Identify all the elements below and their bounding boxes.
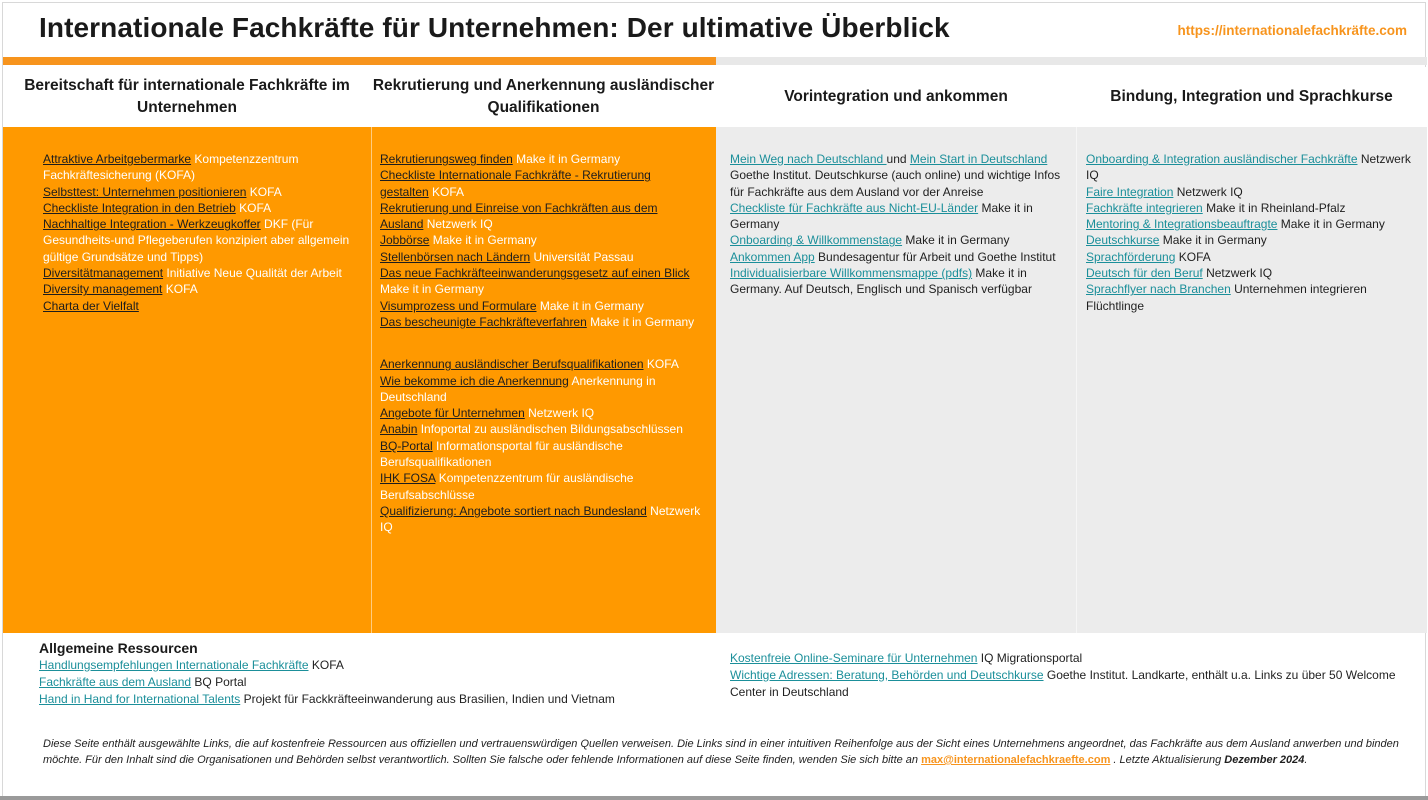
- list-item: [730, 265, 1064, 298]
- list-item: [43, 265, 353, 281]
- resource-link[interactable]: Diversity management: [43, 282, 163, 297]
- column-separator: [371, 67, 372, 633]
- resource-source: IQ Migrationsportal: [977, 651, 1083, 665]
- resource-source: KOFA: [162, 282, 198, 297]
- list-item: [380, 405, 702, 421]
- gray-divider-bar: [716, 57, 1427, 65]
- resource-link[interactable]: Sprachförderung: [1086, 249, 1176, 264]
- resource-source: Make it in Germany: [429, 233, 537, 248]
- list-item: [1086, 184, 1417, 200]
- list-item: [39, 657, 719, 674]
- resource-source: Anerkennung in Deutschland: [380, 373, 656, 404]
- resource-source: KOFA: [308, 658, 344, 672]
- list-item: [380, 503, 702, 536]
- list-item: [1086, 265, 1417, 281]
- update-label: . Letzte Aktualisierung: [1110, 754, 1225, 766]
- list-item: [39, 674, 719, 691]
- resource-source: Netzwerk IQ: [524, 406, 595, 421]
- column-heading-readiness: Bereitschaft für internationale Fachkräfte im Unternehmen: [3, 67, 371, 127]
- resource-link[interactable]: Rekrutierungsweg finden: [380, 152, 513, 166]
- resource-source: Make it in Germany: [512, 152, 621, 166]
- list-item: [1086, 151, 1417, 184]
- resource-link[interactable]: Individualisierbare Willkommensmappe (pdfs): [730, 266, 973, 281]
- resource-link[interactable]: Qualifizierung: Angebote sortiert nach Bundesland: [380, 503, 647, 518]
- resource-link[interactable]: Onboarding & Integration ausländischer Fachkräfte: [1086, 152, 1358, 166]
- list-item: [39, 691, 719, 708]
- page-frame: [2, 2, 1426, 797]
- update-date: Dezember 2024: [1224, 754, 1305, 766]
- resource-link[interactable]: Faire Integration: [1086, 184, 1174, 199]
- general-resources-left: [39, 639, 719, 708]
- column-heading-retention: Bindung, Integration und Sprachkurse: [1076, 67, 1427, 127]
- column-separator: [1076, 67, 1077, 633]
- resource-source: Make it in Germany: [730, 200, 1033, 232]
- list-item: [380, 421, 702, 437]
- resource-link[interactable]: Anerkennung ausländischer Berufsqualifikationen: [380, 357, 644, 372]
- resource-link[interactable]: Hand in Hand for International Talents: [39, 692, 241, 706]
- resource-link[interactable]: Rekrutierung und Einreise von Fachkräften aus dem Ausland: [380, 200, 658, 232]
- resource-source: Universität Passau: [530, 249, 634, 264]
- list-item: [380, 373, 702, 406]
- list-item: [380, 249, 702, 265]
- resource-source: KOFA: [428, 184, 465, 199]
- general-resources-title: Allgemeine Ressourcen: [39, 640, 198, 656]
- page-header: [3, 3, 1427, 55]
- column-retention: [1076, 127, 1427, 633]
- section-spacer: [380, 330, 702, 356]
- list-item: [1086, 232, 1417, 248]
- resource-source: Netzwerk IQ: [1173, 184, 1243, 199]
- list-item: [380, 298, 702, 314]
- resource-source: Netzwerk IQ: [423, 217, 493, 232]
- resource-link[interactable]: Angebote für Unternehmen: [380, 406, 525, 421]
- resource-link[interactable]: Selbsttest: Unternehmen positionieren: [43, 184, 247, 199]
- resource-source: KOFA: [643, 357, 679, 372]
- resource-link[interactable]: BQ-Portal: [380, 438, 433, 453]
- resource-link[interactable]: Mein Weg nach Deutschland: [730, 152, 887, 166]
- resource-source: Goethe Institut. Deutschkurse (auch online) und wichtige Infos für Fachkräfte aus dem Ausland vor der Anreise: [730, 168, 1061, 199]
- resource-source: Kompetenzzentrum Fachkräftesicherung (KOFA): [43, 152, 299, 183]
- list-item: [730, 249, 1064, 265]
- resource-link[interactable]: Visumprozess und Formulare: [380, 298, 537, 313]
- resource-link[interactable]: Onboarding & Willkommenstage: [730, 233, 903, 248]
- resource-source: Initiative Neue Qualität der Arbeit: [163, 266, 342, 281]
- column-recruitment: [371, 127, 716, 633]
- resource-link[interactable]: Mentoring & Integrationsbeauftragte: [1086, 217, 1278, 232]
- column-heading-recruitment: Rekrutierung und Anerkennung ausländischer Qualifikationen: [371, 67, 716, 127]
- resource-link[interactable]: IHK FOSA: [380, 471, 436, 486]
- list-item: [730, 151, 1064, 200]
- disclaimer-text: Diese Seite enthält ausgewählte Links, die auf kostenfreie Ressourcen aus offiziellen und vertrauenswürdigen Quellen verweisen. Die Links sind in einer intuitiven Reihenfolge aus der Sicht eines Unternehmens angeordnet, das Fachkräfte aus dem Ausland anwerben und binden möchte. Für den Inhalt sind die Organisationen und Behörden selbst verantwortlich. Sollten Sie falsche oder fehlende Informationen auf diese Seite finden, wenden Sie sich bitte an: [43, 738, 1399, 766]
- resource-link[interactable]: Checkliste für Fachkräfte aus Nicht-EU-Länder: [730, 200, 979, 215]
- resource-link[interactable]: Fachkräfte aus dem Ausland: [39, 675, 192, 689]
- resource-source: Projekt für Fackkräfteeinwanderung aus Brasilien, Indien und Vietnam: [240, 692, 615, 706]
- resource-link[interactable]: Ankommen App: [730, 249, 815, 264]
- resource-source: Netzwerk IQ: [1202, 266, 1273, 281]
- resource-link[interactable]: Checkliste Internationale Fachkräfte - Rekrutierung gestalten: [380, 168, 651, 199]
- list-item: [43, 184, 353, 200]
- list-item: [730, 650, 1410, 667]
- list-item: [730, 200, 1064, 233]
- list-item: [43, 216, 353, 265]
- resource-source: KOFA: [1175, 249, 1211, 264]
- list-item: [43, 298, 353, 314]
- list-item: [380, 167, 702, 200]
- resource-source: Make it in Germany: [1159, 233, 1267, 248]
- resource-link[interactable]: Sprachflyer nach Branchen: [1086, 282, 1231, 297]
- resource-link[interactable]: Wie bekomme ich die Anerkennung: [380, 373, 569, 388]
- resource-source: KOFA: [246, 184, 282, 199]
- list-item: [43, 200, 353, 216]
- resource-link[interactable]: Jobbörse: [380, 233, 430, 248]
- bottom-edge: [0, 796, 1428, 800]
- orange-divider-bar: [3, 57, 716, 65]
- resource-source: Make it in Rheinland-Pfalz: [1202, 200, 1346, 215]
- resource-link[interactable]: Attraktive Arbeitgebermarke: [43, 152, 192, 166]
- site-url-link[interactable]: https://internationalefachkräfte.com: [1177, 23, 1407, 38]
- resource-link[interactable]: Nachhaltige Integration - Werkzeugkoffer: [43, 217, 261, 232]
- list-item: [380, 200, 702, 233]
- list-item: [380, 265, 702, 298]
- list-item: [1086, 249, 1417, 265]
- list-item: [730, 667, 1410, 701]
- resource-link[interactable]: Fachkräfte integrieren: [1086, 200, 1203, 215]
- page-title: Internationale Fachkräfte für Unternehmen: Der ultimative Überblick: [39, 12, 950, 43]
- resource-source: Make it in Germany: [536, 298, 644, 313]
- list-item: [730, 232, 1064, 248]
- resource-source: Infoportal zu ausländischen Bildungsabschlüssen: [417, 422, 683, 437]
- resource-source: Netzwerk IQ: [380, 503, 701, 535]
- disclaimer-footer: [43, 736, 1413, 768]
- resource-connector: und: [886, 152, 910, 166]
- resource-link[interactable]: Wichtige Adressen: Beratung, Behörden und Deutschkurse: [730, 668, 1044, 682]
- resource-source: Informationsportal für ausländische Berufsqualifikationen: [380, 438, 623, 470]
- resource-link[interactable]: Handlungsempfehlungen Internationale Fachkräfte: [39, 658, 309, 672]
- list-item: [380, 356, 702, 372]
- footer-period: .: [1304, 754, 1308, 766]
- resource-source: Make it in Germany. Auf Deutsch, Englisch und Spanisch verfügbar: [730, 266, 1032, 297]
- resource-source: Bundesagentur für Arbeit und Goethe Institut: [814, 249, 1056, 264]
- resource-link[interactable]: Checkliste Integration in den Betrieb: [43, 200, 236, 215]
- general-resources-right: [730, 650, 1410, 701]
- column-heading-preintegration: Vorintegration und ankommen: [716, 67, 1076, 127]
- resource-link[interactable]: Deutsch für den Beruf: [1086, 266, 1203, 281]
- resource-link[interactable]: Stellenbörsen nach Ländern: [380, 249, 531, 264]
- resource-source: BQ Portal: [191, 675, 247, 689]
- resource-source: Make it in Germany: [1277, 217, 1385, 232]
- resource-source: Kompetenzzentrum für ausländische Berufsabschlüsse: [380, 471, 634, 502]
- resource-source: Make it in Germany: [380, 282, 485, 297]
- list-item: [380, 314, 702, 330]
- resource-source: Netzwerk IQ: [1086, 152, 1411, 183]
- list-item: [43, 151, 353, 184]
- resource-link[interactable]: Deutschkurse: [1086, 233, 1160, 248]
- contact-email-link[interactable]: max@internationalefachkraefte.com: [921, 754, 1111, 766]
- resource-source: DKF (Für Gesundheits-und Pflegeberufen konzipiert aber allgemein gültige Grundsätze und Tipps): [43, 217, 350, 264]
- resource-link[interactable]: Das bescheunigte Fachkräfteverfahren: [380, 314, 587, 329]
- list-item: [380, 470, 702, 503]
- list-item: [1086, 216, 1417, 232]
- resource-source: Unternehmen integrieren Flüchtlinge: [1086, 282, 1367, 313]
- list-item: [380, 151, 702, 167]
- column-preintegration: [716, 127, 1076, 633]
- list-item: [380, 232, 702, 248]
- resource-link[interactable]: Kostenfreie Online-Seminare für Unternehmen: [730, 651, 978, 665]
- column-readiness: [3, 127, 371, 633]
- resource-link[interactable]: Das neue Fachkräfteeinwanderungsgesetz auf einen Blick: [380, 266, 690, 281]
- list-item: [1086, 281, 1417, 314]
- list-item: [380, 438, 702, 471]
- resource-link[interactable]: Charta der Vielfalt: [43, 298, 139, 313]
- resource-source: KOFA: [235, 200, 272, 215]
- resource-source: Make it in Germany: [902, 233, 1010, 248]
- resource-link[interactable]: Mein Start in Deutschland: [909, 152, 1048, 166]
- resource-source: Make it in Germany: [586, 314, 695, 329]
- resource-link[interactable]: Anabin: [380, 422, 418, 437]
- resource-link[interactable]: Diversitätmanagement: [43, 266, 164, 281]
- list-item: [1086, 200, 1417, 216]
- resource-source: Goethe Institut. Landkarte, enthält u.a. Links zu über 50 Welcome Center in Deutschland: [730, 668, 1396, 699]
- list-item: [43, 281, 353, 297]
